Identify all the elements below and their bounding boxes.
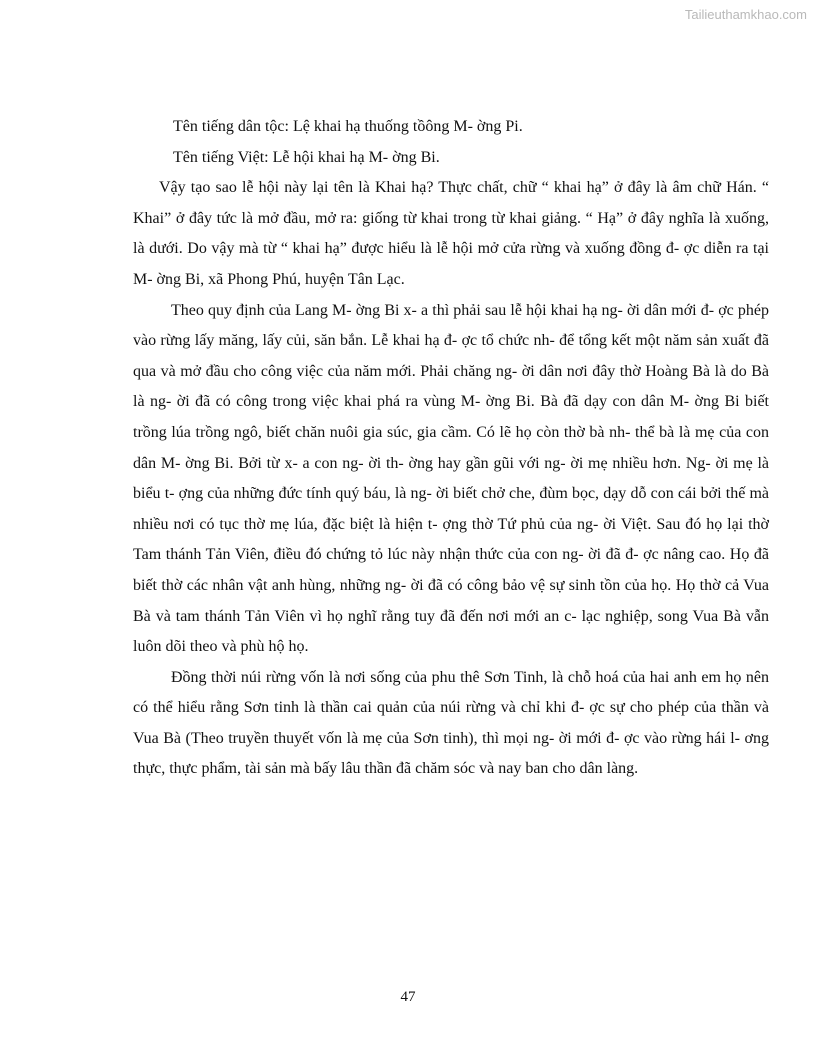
vietnamese-name-line: Tên tiếng Việt: Lễ hội khai hạ M- ờng Bi. xyxy=(173,148,440,166)
page-number: 47 xyxy=(400,989,416,1005)
paragraph-lang-muong-bi: Theo quy định của Lang M- ờng Bi x- a thì phải sau lễ hội khai hạ ng- ời dân mới đ- ợc phép vào rừng lấy măng, lấy củi, săn bắn. Lễ khai hạ đ- ợc tổ chức nh- để tổng kết một năm sản xuất đã qua và mở đầu cho công việc của năm mới. Phải chăng ng- ời dân nơi đây thờ Hoàng Bà là do Bà là ng- ời đã có công trong việc khai phá ra vùng M- ờng Bi. Bà đã dạy con dân M- ờng Bi biết trồng lúa trồng ngô, biết chăn nuôi gia súc, gia cầm. Có lẽ họ còn thờ bà nh- thể bà là mẹ của con dân M- ờng Bi. Bởi từ x- a con ng- ời th- ờng hay gần gũi với ng- ời mẹ nhiều hơn. Ng- ời mẹ là biểu t- ợng của những đức tính quý báu, là ng- ời biết chở che, đùm bọc, dạy dỗ con cái bởi thế mà nhiều nơi có tục thờ mẹ lúa, đặc biệt là hiện t- ợng thờ Tứ phủ của ng- ời Việt. Sau đó họ lại thờ Tam thánh Tản Viên, điều đó chứng tỏ lúc này nhận thức của con ng- ời đã đ- ợc nâng cao. Họ đã biết thờ các nhân vật anh hùng, những ng- ời đã có công bảo vệ sự sinh tồn của họ. Họ thờ cả Vua Bà và tam thánh Tản Viên vì họ nghĩ rằng tuy đã đến nơi mới an c- lạc nghiệp, song Vua Bà vẫn luôn dõi theo và phù hộ họ. xyxy=(133,301,769,656)
document-body xyxy=(133,112,769,785)
paragraph-khai-ha-meaning: Vậy tạo sao lễ hội này lại tên là Khai hạ? Thực chất, chữ “ khai hạ” ở đây là âm chữ Hán. “ Khai” ở đây tức là mở đầu, mở ra: giống từ khai trong từ khai giảng. “ Hạ” ở đây nghĩa là xuống, là dưới. Do vậy mà từ “ khai hạ” được hiểu là lễ hội mở cửa rừng và xuống đồng đ- ợc diễn ra tại M- ờng Bi, xã Phong Phú, huyện Tân Lạc. xyxy=(133,179,769,288)
watermark: Tailieuthamkhao.com xyxy=(684,7,807,22)
ethnic-name-line: Tên tiếng dân tộc: Lệ khai hạ thuống tồông M- ờng Pi. xyxy=(173,118,523,135)
paragraph-son-tinh: Đồng thời núi rừng vốn là nơi sống của phu thê Sơn Tinh, là chỗ hoá của hai anh em họ nên có thể hiểu rằng Sơn tinh là thần cai quản của núi rừng và chỉ khi đ- ợc sự cho phép của thần và Vua Bà (Theo truyền thuyết vốn là mẹ của Sơn tinh), thì mọi ng- ời mới đ- ợc vào rừng hái l- ơng thực, thực phẩm, tài sản mà bấy lâu thần đã chăm sóc và nay ban cho dân làng. xyxy=(133,668,769,778)
